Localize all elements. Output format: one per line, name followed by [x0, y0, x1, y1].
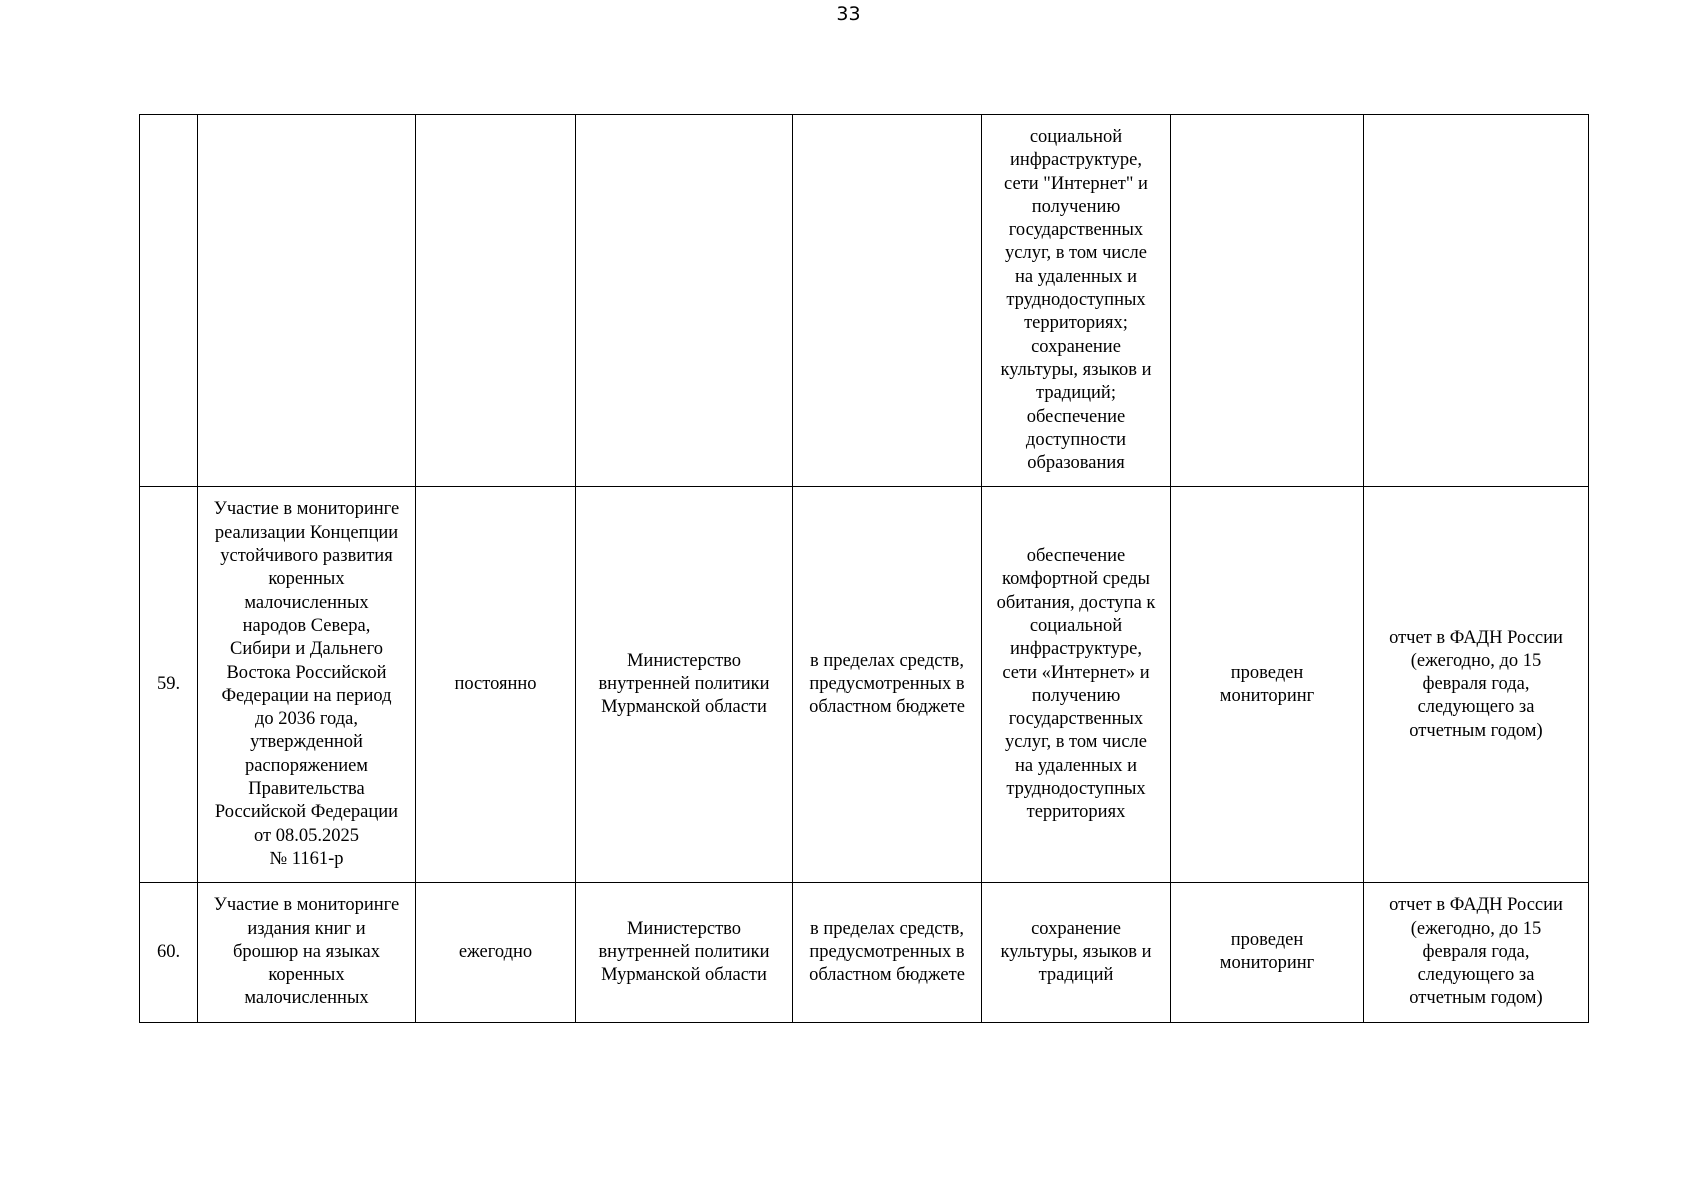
row-number-cell: 60.: [140, 883, 198, 1022]
indicator-cell: проведен мониторинг: [1171, 487, 1364, 883]
table-row: [140, 487, 1589, 883]
result-cell: сохранение культуры, языков и традиций: [982, 883, 1171, 1022]
term-cell: ежегодно: [416, 883, 576, 1022]
report-cell: [1364, 115, 1589, 487]
term-cell: постоянно: [416, 487, 576, 883]
executor-cell: [576, 115, 793, 487]
indicator-cell: проведен мониторинг: [1171, 883, 1364, 1022]
table-row: [140, 883, 1589, 1022]
row-number-cell: 59.: [140, 487, 198, 883]
executor-cell: Министерство внутренней политики Мурманской области: [576, 487, 793, 883]
event-cell: Участие в мониторинге реализации Концепции устойчивого развития коренных малочисленных народов Севера, Сибири и Дальнего Востока Российской Федерации на период до 2036 года, утвержденной распоряжением Правительства Российской Федерации от 08.05.2025 № 1161-р: [198, 487, 416, 883]
executor-cell: Министерство внутренней политики Мурманской области: [576, 883, 793, 1022]
report-cell: отчет в ФАДН России (ежегодно, до 15 февраля года, следующего за отчетным годом): [1364, 883, 1589, 1022]
funding-cell: [793, 115, 982, 487]
funding-cell: в пределах средств, предусмотренных в областном бюджете: [793, 883, 982, 1022]
term-cell: [416, 115, 576, 487]
event-cell: Участие в мониторинге издания книг и брошюр на языках коренных малочисленных: [198, 883, 416, 1022]
measures-table: [139, 114, 1589, 1023]
row-number-cell: [140, 115, 198, 487]
result-cell: обеспечение комфортной среды обитания, доступа к социальной инфраструктуре, сети «Интернет» и получению государственных услуг, в том числе на удаленных и труднодоступных территориях: [982, 487, 1171, 883]
table-row: [140, 115, 1589, 487]
result-cell: социальной инфраструктуре, сети "Интернет" и получению государственных услуг, в том числе на удаленных и труднодоступных территориях; сохранение культуры, языков и традиций; обеспечение доступности образования: [982, 115, 1171, 487]
event-cell: [198, 115, 416, 487]
funding-cell: в пределах средств, предусмотренных в областном бюджете: [793, 487, 982, 883]
report-cell: отчет в ФАДН России (ежегодно, до 15 февраля года, следующего за отчетным годом): [1364, 487, 1589, 883]
indicator-cell: [1171, 115, 1364, 487]
page-number: 33: [836, 3, 861, 25]
